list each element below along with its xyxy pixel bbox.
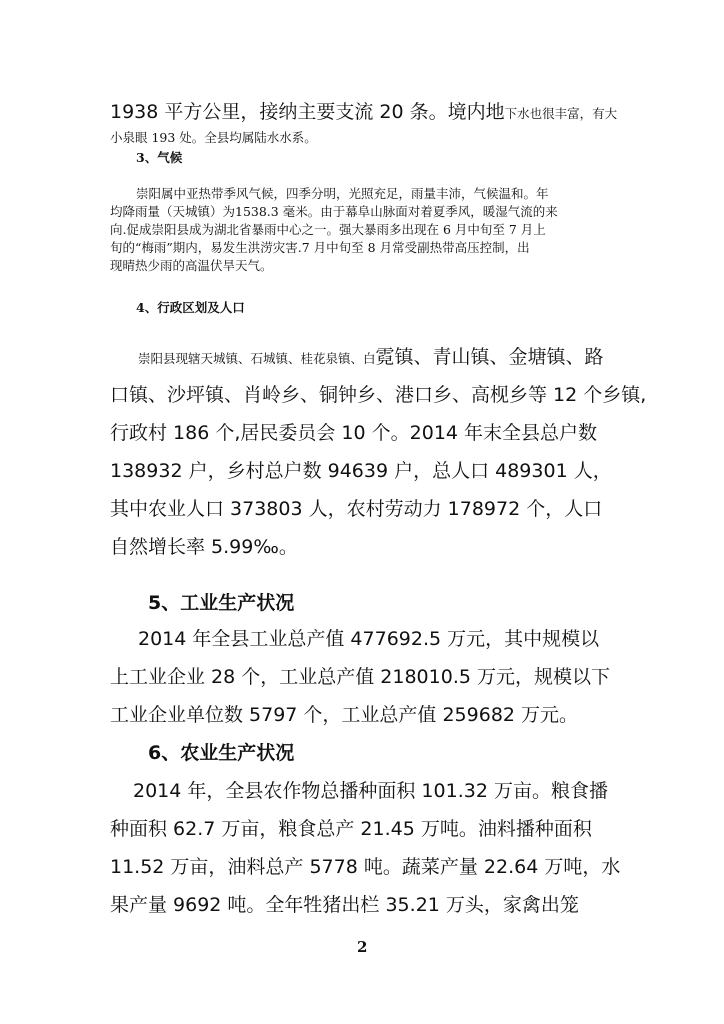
text-line: 种面积 62.7 万亩，粮食总产 21.45 万吨。油料播种面积 (110, 818, 592, 840)
text-line: 旬的“梅雨”期内，易发生洪涝灾害.7 月中旬至 8 月常受副热带高压控制，出 (110, 240, 530, 255)
text-line: 行政村 186 个,居民委员会 10 个。2014 年末全县总户数 (110, 422, 598, 444)
text-line: 向.促成崇阳县成为湖北省暴雨中心之一。强大暴雨多出现在 6 月中旬至 7 月上 (110, 222, 546, 237)
text-line: 2014 年，全县农作物总播种面积 101.32 万亩。粮食播 (133, 780, 608, 802)
section-heading-agriculture: 6、农业生产状况 (148, 742, 295, 764)
text-line: 1938 平方公里，接纳主要支流 20 条。境内地下水也很丰富，有大 (110, 101, 618, 123)
page-number: 2 (357, 938, 368, 956)
text-line: 2014 年全县工业总产值 477692.5 万元，其中规模以 (138, 628, 600, 650)
section-heading-climate: 3、气候 (136, 150, 183, 165)
text-line: 自然增长率 5.99‰。 (110, 536, 298, 558)
text-line: 其中农业人口 373803 人，农村劳动力 178972 个，人口 (110, 498, 603, 520)
text-line: 果产量 9692 吨。全年牲猪出栏 35.21 万头，家禽出笼 (110, 894, 579, 916)
text-line: 工业企业单位数 5797 个，工业总产值 259682 万元。 (110, 704, 579, 726)
section-heading-admin-population: 4、行政区划及人口 (136, 300, 245, 315)
section-heading-industry: 5、工业生产状况 (148, 592, 295, 614)
text-line: 上工业企业 28 个，工业总产值 218010.5 万元，规模以下 (110, 666, 610, 688)
text-line: 口镇、沙坪镇、肖岭乡、铜钟乡、港口乡、高枧乡等 12 个乡镇, (110, 384, 647, 406)
text-line: 崇阳县现辖天城镇、石城镇、桂花泉镇、白霓镇、青山镇、金塘镇、路 (138, 346, 604, 368)
text-line: 11.52 万亩，油料总产 5778 吨。蔬菜产量 22.64 万吨，水 (110, 856, 621, 878)
text-line: 138932 户，乡村总户数 94639 户，总人口 489301 人， (110, 460, 612, 482)
text-line: 小泉眼 193 处。全县均属陆水水系。 (110, 130, 317, 145)
text-line: 现晴热少雨的高温伏旱天气。 (110, 258, 273, 273)
text-line: 崇阳属中亚热带季风气候，四季分明，光照充足，雨量丰沛，气候温和。年 (136, 186, 549, 201)
text-line: 均降雨量（天城镇）为1538.3 毫米。由于幕阜山脉面对着夏季风，暖湿气流的来 (110, 204, 558, 219)
